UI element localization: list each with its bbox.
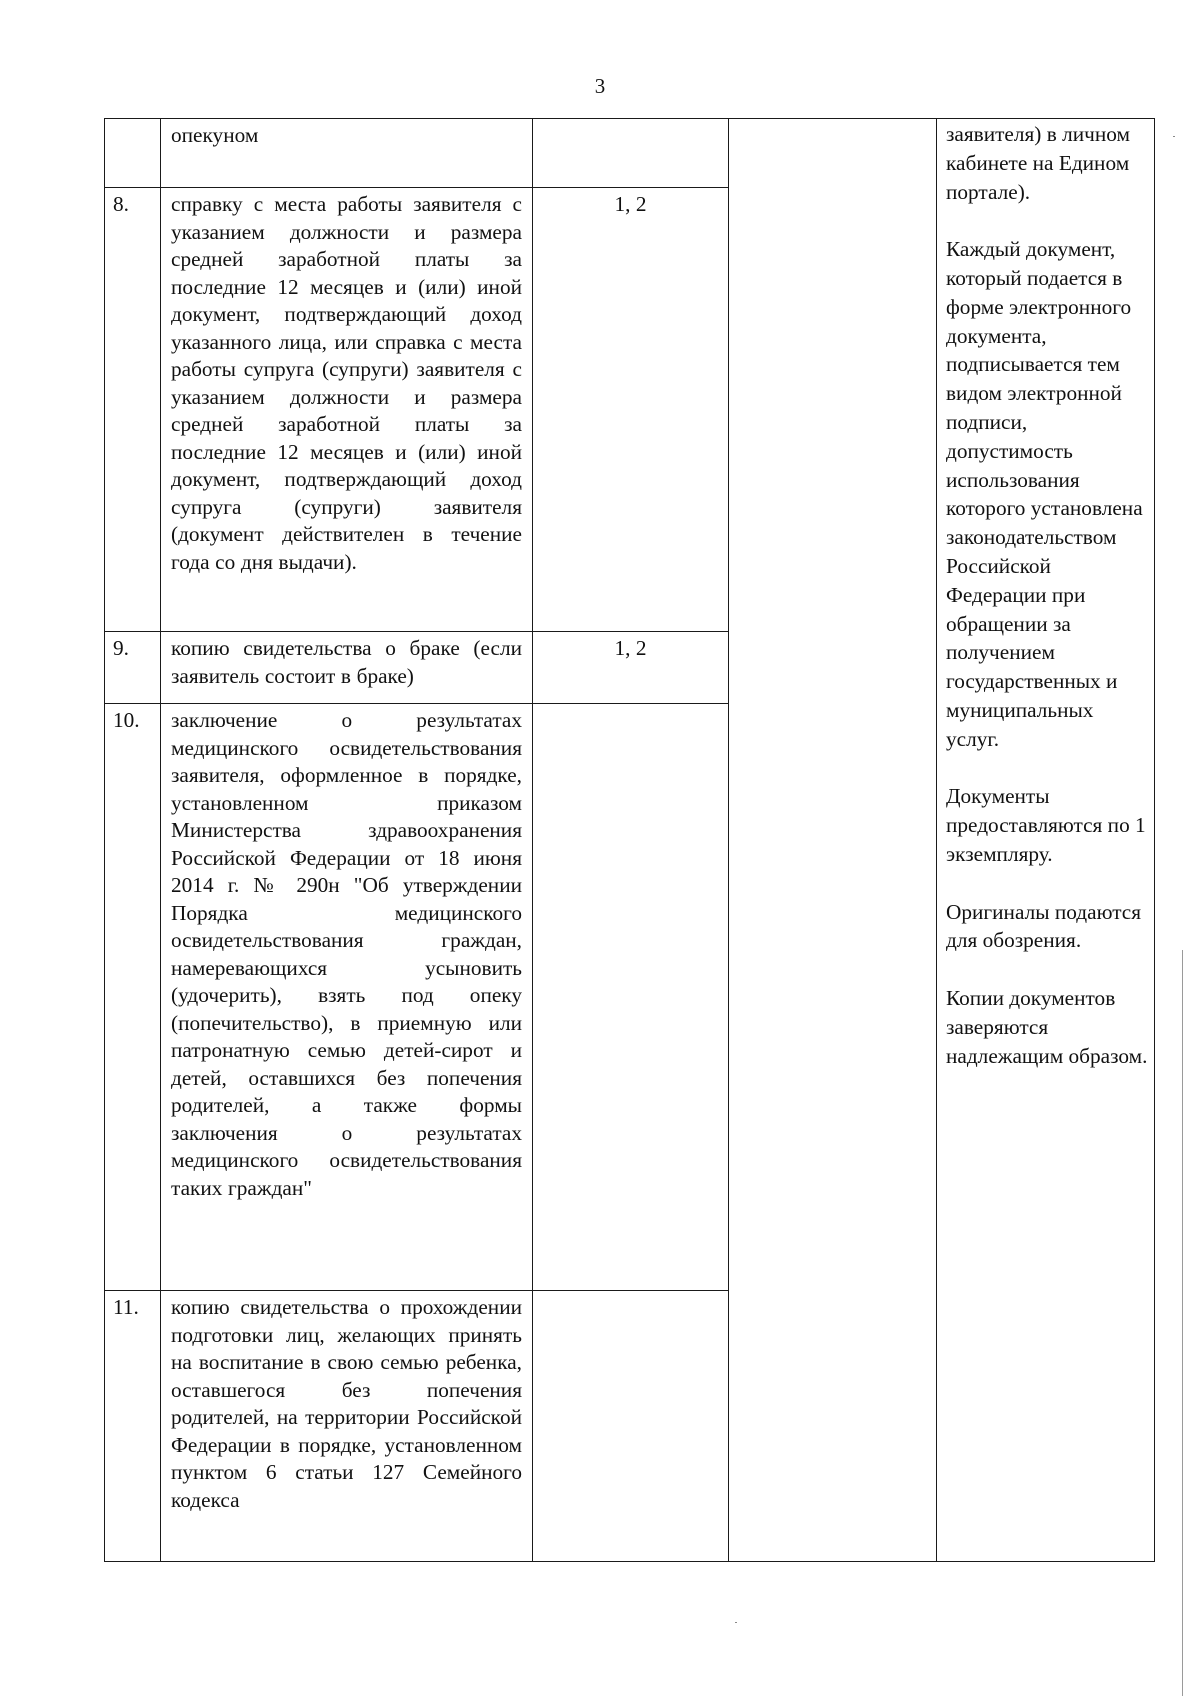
page-number: 3 bbox=[594, 74, 606, 98]
note-paragraph: заявителя) в личном кабинете на Едином портале). bbox=[946, 122, 1130, 204]
documents-table bbox=[104, 118, 1155, 1562]
document-description-cell: копию свидетельства о прохождении подготовки лиц, желающих принять на воспитание в свою семью ребенка, оставшегося без попечения родителей, на территории Российской Федерации в порядке, установленном пунктом 6 статьи 127 Семейного кодекса bbox=[161, 1291, 533, 1562]
row-number-cell: 10. bbox=[105, 704, 161, 1291]
note-paragraph: Оригиналы подаются для обозрения. bbox=[946, 899, 1142, 953]
scan-edge-line bbox=[1182, 950, 1183, 1696]
table-row bbox=[105, 119, 1155, 188]
notes-cell bbox=[937, 119, 1155, 1562]
submission-method-cell: 1, 2 bbox=[533, 632, 729, 704]
note-paragraph: Копии документов заверяются надлежащим образом. bbox=[946, 985, 1148, 1068]
scan-speck bbox=[735, 1622, 737, 1623]
document-description-cell: справку с места работы заявителя с указанием должности и размера средней заработной платы за последние 12 месяцев и (или) иной документ, подтверждающий доход указанного лица, или справка с места работы супруга (супруги) заявителя с указанием должности и размера средней заработной платы за последние 12 месяцев и (или) иной документ, подтверждающий доход супруга (супруги) заявителя (документ действителен в течение года со дня выдачи). bbox=[161, 188, 533, 632]
document-description-cell: заключение о результатах медицинского освидетельствования заявителя, оформленное в порядке, установленном приказом Министерства здравоохранения Российской Федерации от 18 июня 2014 г. № 290н "Об утверждении Порядка медицинского освидетельствования граждан, намеревающихся усыновить (удочерить), взять под опеку (попечительство), в приемную или патронатную семью детей-сирот и детей, оставшихся без попечения родителей, а также формы заключения о результатах медицинского освидетельствования таких граждан" bbox=[161, 704, 533, 1291]
document-description-cell: опекуном bbox=[161, 119, 533, 188]
submission-method-cell bbox=[533, 119, 729, 188]
submission-method-cell bbox=[533, 1291, 729, 1562]
document-description-cell: копию свидетельства о браке (если заявитель состоит в браке) bbox=[161, 632, 533, 704]
empty-merged-column-cell bbox=[729, 119, 937, 1562]
row-number-cell: 9. bbox=[105, 632, 161, 704]
submission-method-cell: 1, 2 bbox=[533, 188, 729, 632]
row-number-cell bbox=[105, 119, 161, 188]
note-paragraph: Каждый документ, который подается в форме электронного документа, подписывается тем видом электронной подписи, допустимость использования которого установлена законодательством Российской Федерации при обращении за получением государственных и муниципальных услуг. bbox=[946, 237, 1143, 751]
row-number-cell: 11. bbox=[105, 1291, 161, 1562]
row-number-cell: 8. bbox=[105, 188, 161, 632]
note-paragraph: Документы предоставляются по 1 экземпляру. bbox=[946, 784, 1146, 866]
submission-method-cell bbox=[533, 704, 729, 1291]
scan-speck bbox=[1173, 136, 1175, 137]
